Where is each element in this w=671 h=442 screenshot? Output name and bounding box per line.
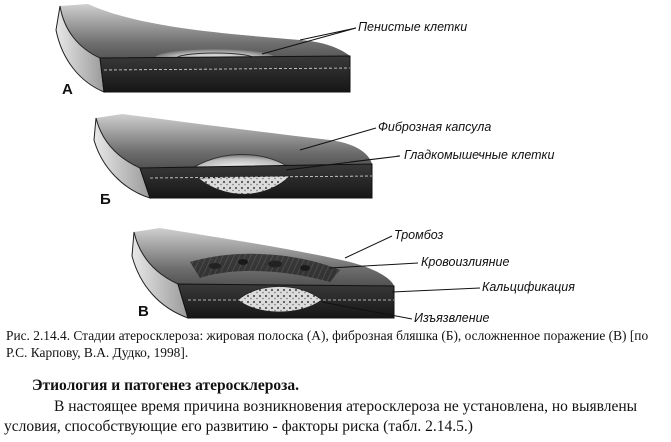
panel-letter-b: Б [100, 191, 111, 208]
panel-letter-v: В [138, 303, 149, 320]
panel-letter-a: А [62, 81, 73, 98]
figure-caption: Рис. 2.14.4. Стадии атеросклероза: жировая полоска (А), фиброзная бляшка (Б), осложненное поражение (В) [по Р.С. Карпову, В.А. Дудко, 1998]. [6, 328, 649, 360]
panel-v [132, 228, 575, 325]
label-smooth-muscle-cells: Гладкомышечные клетки [404, 148, 555, 162]
label-fibrous-cap: Фиброзная капсула [378, 120, 492, 134]
label-hemorrhage: Кровоизлияние [421, 255, 510, 269]
panel-a [56, 4, 467, 98]
body-paragraph: В настоящее время причина возникновения атеросклероза не установлена, но выявлены условия, способствующие его развитию - факторы риска (табл. 2.14.5.) [4, 398, 638, 435]
panel-b [94, 114, 554, 208]
label-calcification: Кальцификация [482, 280, 575, 294]
label-thrombosis: Тромбоз [394, 228, 444, 242]
label-foam-cells: Пенистые клетки [358, 20, 468, 34]
section-heading: Этиология и патогенез атеросклероза. [32, 377, 299, 394]
label-ulceration: Изъязвление [414, 311, 490, 325]
